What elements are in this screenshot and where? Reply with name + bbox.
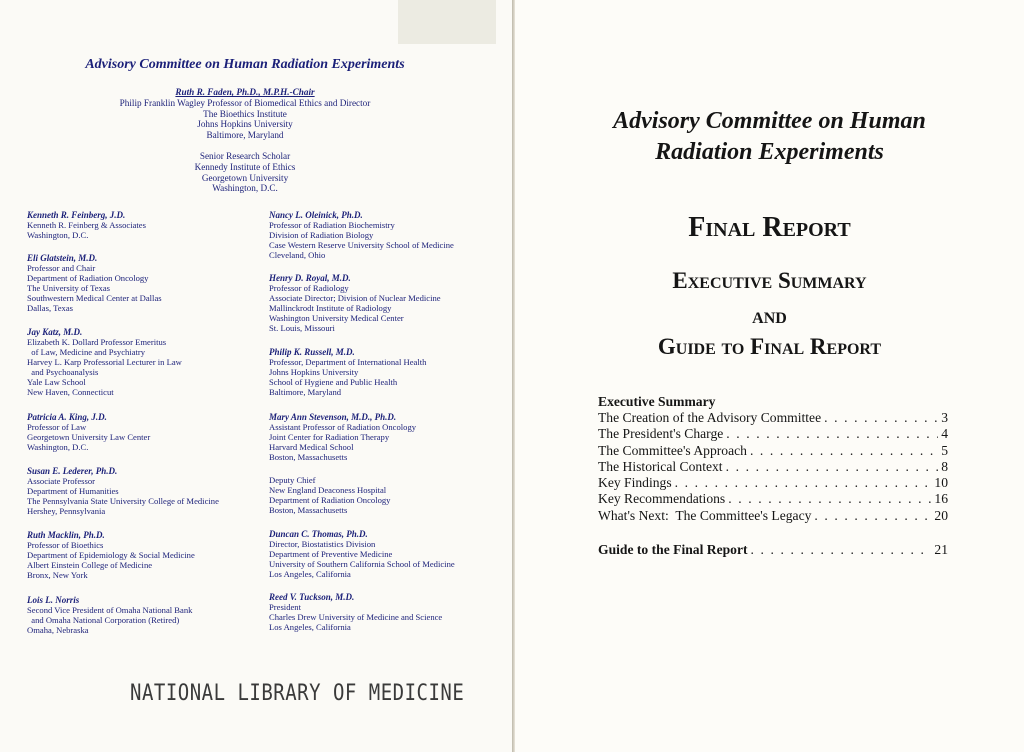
member-name: Philip K. Russell, M.D. [269,347,355,357]
member-line: Department of Humanities [27,486,119,496]
member-line: Division of Radiation Biology [269,230,374,240]
member-line: and Omaha National Corporation (Retired) [27,615,180,625]
member-name: Mary Ann Stevenson, M.D., Ph.D. [269,412,397,422]
member-name: Susan E. Lederer, Ph.D. [27,466,118,476]
member-line: President [269,602,301,612]
member-line: Assistant Professor of Radiation Oncology [269,422,417,432]
member-line: Department of Epidemiology & Social Medicine [27,550,195,560]
member-line: Associate Professor [27,476,96,486]
chair-name: Ruth R. Faden, Ph.D., M.P.H.-Chair [175,87,315,97]
member-line: St. Louis, Missouri [269,323,335,333]
member-line: Department of Preventive Medicine [269,549,393,559]
toc-title: The Committee's Approach [598,442,747,458]
toc-page: 20 [934,507,948,523]
member-line: School of Hygiene and Public Health [269,377,398,387]
scholar-line: Senior Research Scholar [199,151,291,161]
member-line: and Psychoanalysis [27,367,99,377]
member-name: Kenneth R. Feinberg, J.D. [27,210,126,220]
member-line: New Haven, Connecticut [27,387,114,397]
member-name: Henry D. Royal, M.D. [269,273,351,283]
member-name: Eli Glatstein, M.D. [27,253,98,263]
chair-line: Johns Hopkins University [197,119,293,130]
member-name: Patricia A. King, J.D. [27,412,107,422]
toc-row [598,459,948,475]
paper-tab [398,0,496,44]
member-entry [27,466,262,516]
right-page [515,0,1024,752]
report-committee-title [515,106,1024,168]
final-report-heading: Final Report [688,212,851,243]
member-line: Charles Drew University of Medicine and Science [269,612,443,622]
toc-title: Key Recommendations [598,491,726,507]
toc-row [598,443,948,459]
member-line: of Law, Medicine and Psychiatry [27,347,146,357]
member-line: Albert Einstein College of Medicine [27,560,153,570]
member-entry [27,412,262,452]
scholar-line: Georgetown University [201,172,289,183]
member-entry [27,253,262,313]
member-entry [269,273,504,333]
member-entry [27,327,262,397]
member-line: Omaha, Nebraska [27,625,89,635]
chair-line: The Bioethics Institute [203,108,287,119]
member-line: University of Southern California School of Medicine [269,559,455,569]
member-line: Harvey L. Karp Professorial Lecturer in Law [27,357,182,367]
scholar-line: Washington, D.C. [212,183,278,194]
member-line: Johns Hopkins University [269,367,359,377]
member-name: Reed V. Tuckson, M.D. [269,592,355,602]
member-line: Deputy Chief [269,475,316,485]
member-entry [269,210,504,260]
toc-title: Key Findings [598,475,672,491]
member-line: Boston, Massachusetts [269,452,348,462]
member-line: Second Vice President of Omaha National Bank [27,605,193,615]
table-of-contents [598,394,948,524]
guide-heading: Guide to Final Report [657,334,882,359]
member-line: Elizabeth K. Dollard Professor Emeritus [27,337,167,347]
member-line: Kenneth R. Feinberg & Associates [27,220,146,230]
member-line: Professor of Radiology [269,283,349,293]
guide-toc-row [598,542,948,558]
member-line: Cleveland, Ohio [269,250,326,260]
member-line: Professor of Radiation Biochemistry [269,220,395,230]
member-entry [269,347,504,397]
member-entry [269,475,504,515]
toc-row [598,426,948,442]
member-line: Department of Radiation Oncology [27,273,149,283]
member-name: Jay Katz, M.D. [27,327,83,337]
member-line: Professor of Bioethics [27,540,104,550]
member-name: Duncan C. Thomas, Ph.D. [269,529,368,539]
toc-heading: Executive Summary [598,394,716,409]
member-line: Department of Radiation Oncology [269,495,391,505]
member-entry [27,210,262,240]
toc-page: 8 [941,458,948,474]
member-line: Baltimore, Maryland [269,387,342,397]
member-line: Case Western Reserve University School of Medicine [269,240,454,250]
member-line: Georgetown University Law Center [27,432,151,442]
toc-page: 21 [934,542,948,557]
member-entry [27,530,262,580]
member-line: Boston, Massachusetts [269,505,348,515]
member-line: Dallas, Texas [27,303,74,313]
toc-row [598,410,948,426]
member-name: Nancy L. Oleinick, Ph.D. [269,210,363,220]
member-line: Washington, D.C. [27,442,89,452]
scholar-line: Kennedy Institute of Ethics [194,161,296,172]
toc-title: The President's Charge [598,426,724,442]
member-line: Hershey, Pennsylvania [27,506,106,516]
member-line: Bronx, New York [27,570,88,580]
chair-block [0,87,490,141]
member-line: Professor of Law [27,422,87,432]
toc-title: What's Next: The Committee's Legacy [598,507,812,523]
toc-row [598,475,948,491]
chair-scholar-block [0,151,490,194]
member-line: Joint Center for Radiation Therapy [269,432,390,442]
toc-page: 3 [941,410,948,425]
chair-line: Philip Franklin Wagley Professor of Biomedical Ethics and Director [119,97,371,108]
member-line: Southwestern Medical Center at Dallas [27,293,162,303]
member-line: The University of Texas [27,283,111,293]
toc-title: The Historical Context [598,458,723,474]
toc-page: 5 [941,442,948,458]
toc-page: 16 [934,491,948,507]
toc-row [598,508,948,524]
toc-title: Guide to the Final Report [598,542,748,557]
title-line: Radiation Experiments [655,139,884,165]
library-stamp: NATIONAL LIBRARY OF MEDICINE [130,680,465,706]
member-line: Mallinckrodt Institute of Radiology [269,303,392,313]
member-line: Washington, D.C. [27,230,89,240]
member-name: Ruth Macklin, Ph.D. [27,530,105,540]
toc-page: 10 [934,475,948,491]
member-line: Yale Law School [27,377,86,387]
member-line: Associate Director; Division of Nuclear Medicine [269,293,441,303]
member-entry [269,412,504,462]
member-line: Washington University Medical Center [269,313,404,323]
member-line: Los Angeles, California [269,622,351,632]
chair-line: Baltimore, Maryland [206,130,284,141]
member-name: Lois L. Norris [27,595,80,605]
toc-title: The Creation of the Advisory Committee [598,410,822,425]
title-line: Advisory Committee on Human [613,108,926,134]
toc-page: 4 [941,426,948,442]
committee-title: Advisory Committee on Human Radiation Experiments [85,57,405,72]
executive-summary-heading: Executive Summary [672,268,867,293]
member-line: Los Angeles, California [269,569,351,579]
and-heading: and [752,303,787,328]
toc-row [598,491,948,507]
member-line: The Pennsylvania State University College of Medicine [27,496,219,506]
member-line: New England Deaconess Hospital [269,485,387,495]
member-line: Professor and Chair [27,263,96,273]
member-line: Director, Biostatistics Division [269,539,376,549]
member-entry [269,529,504,579]
member-line: Harvard Medical School [269,442,354,452]
member-entry [27,595,262,635]
member-entry [269,592,504,632]
member-line: Professor, Department of International Health [269,357,427,367]
